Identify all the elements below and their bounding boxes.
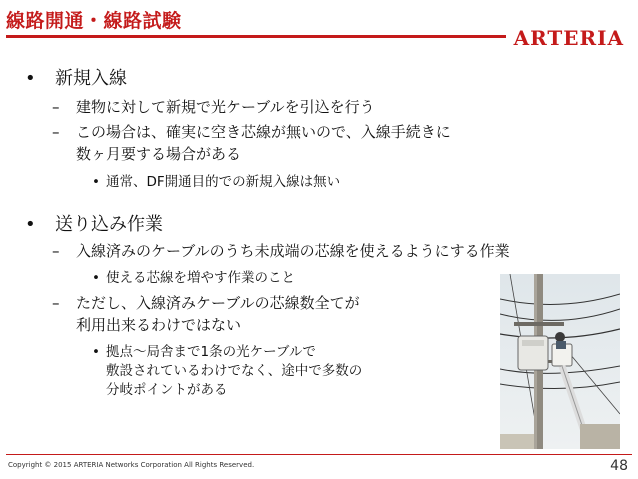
sub-bullet: – 建物に対して新規で光ケーブルを引込を行う [52, 98, 375, 116]
bullet-new-line: • 新規入線 [25, 68, 127, 89]
slide-title: 線路開通・線路試験 [6, 10, 182, 32]
copyright-text: Copyright © 2015 ARTERIA Networks Corporation All Rights Reserved. [8, 461, 255, 469]
dash-icon: – [52, 294, 60, 312]
dash-icon: – [52, 98, 60, 116]
page-number: 48 [610, 458, 628, 474]
sub-bullet-continuation: 数ヶ月要する場合がある [76, 145, 242, 163]
sub-bullet: – 入線済みのケーブルのうち未成端の芯線を使えるようにする作業 [52, 242, 510, 260]
sub-sub-bullet-continuation: 分岐ポイントがある [106, 382, 228, 398]
bullet-icon: • [92, 174, 100, 190]
bullet-icon: • [25, 68, 36, 89]
bullet-icon: • [25, 214, 36, 235]
dash-icon: – [52, 242, 60, 260]
company-logo: ARTERIA [513, 26, 624, 50]
sub-sub-bullet: • 拠点～局舎まで1条の光ケーブルで [92, 344, 316, 360]
sub-bullet: – この場合は、確実に空き芯線が無いので、入線手続きに [52, 123, 451, 141]
bullet-icon: • [92, 270, 100, 286]
sub-sub-bullet: • 使える芯線を増やす作業のこと [92, 270, 295, 286]
utility-pole-photo [500, 274, 620, 449]
sub-bullet: – ただし、入線済みケーブルの芯線数全てが [52, 294, 360, 312]
sub-sub-bullet-continuation: 敷設されているわけでなく、途中で多数の [106, 363, 363, 379]
footer-divider [6, 454, 632, 455]
sub-sub-bullet: • 通常、DF開通目的での新規入線は無い [92, 174, 341, 190]
sub-bullet-continuation: 利用出来るわけではない [76, 316, 242, 334]
dash-icon: – [52, 123, 60, 141]
photo-image [500, 274, 620, 449]
bullet-icon: • [92, 344, 100, 360]
bullet-send-in-work: • 送り込み作業 [25, 214, 163, 235]
